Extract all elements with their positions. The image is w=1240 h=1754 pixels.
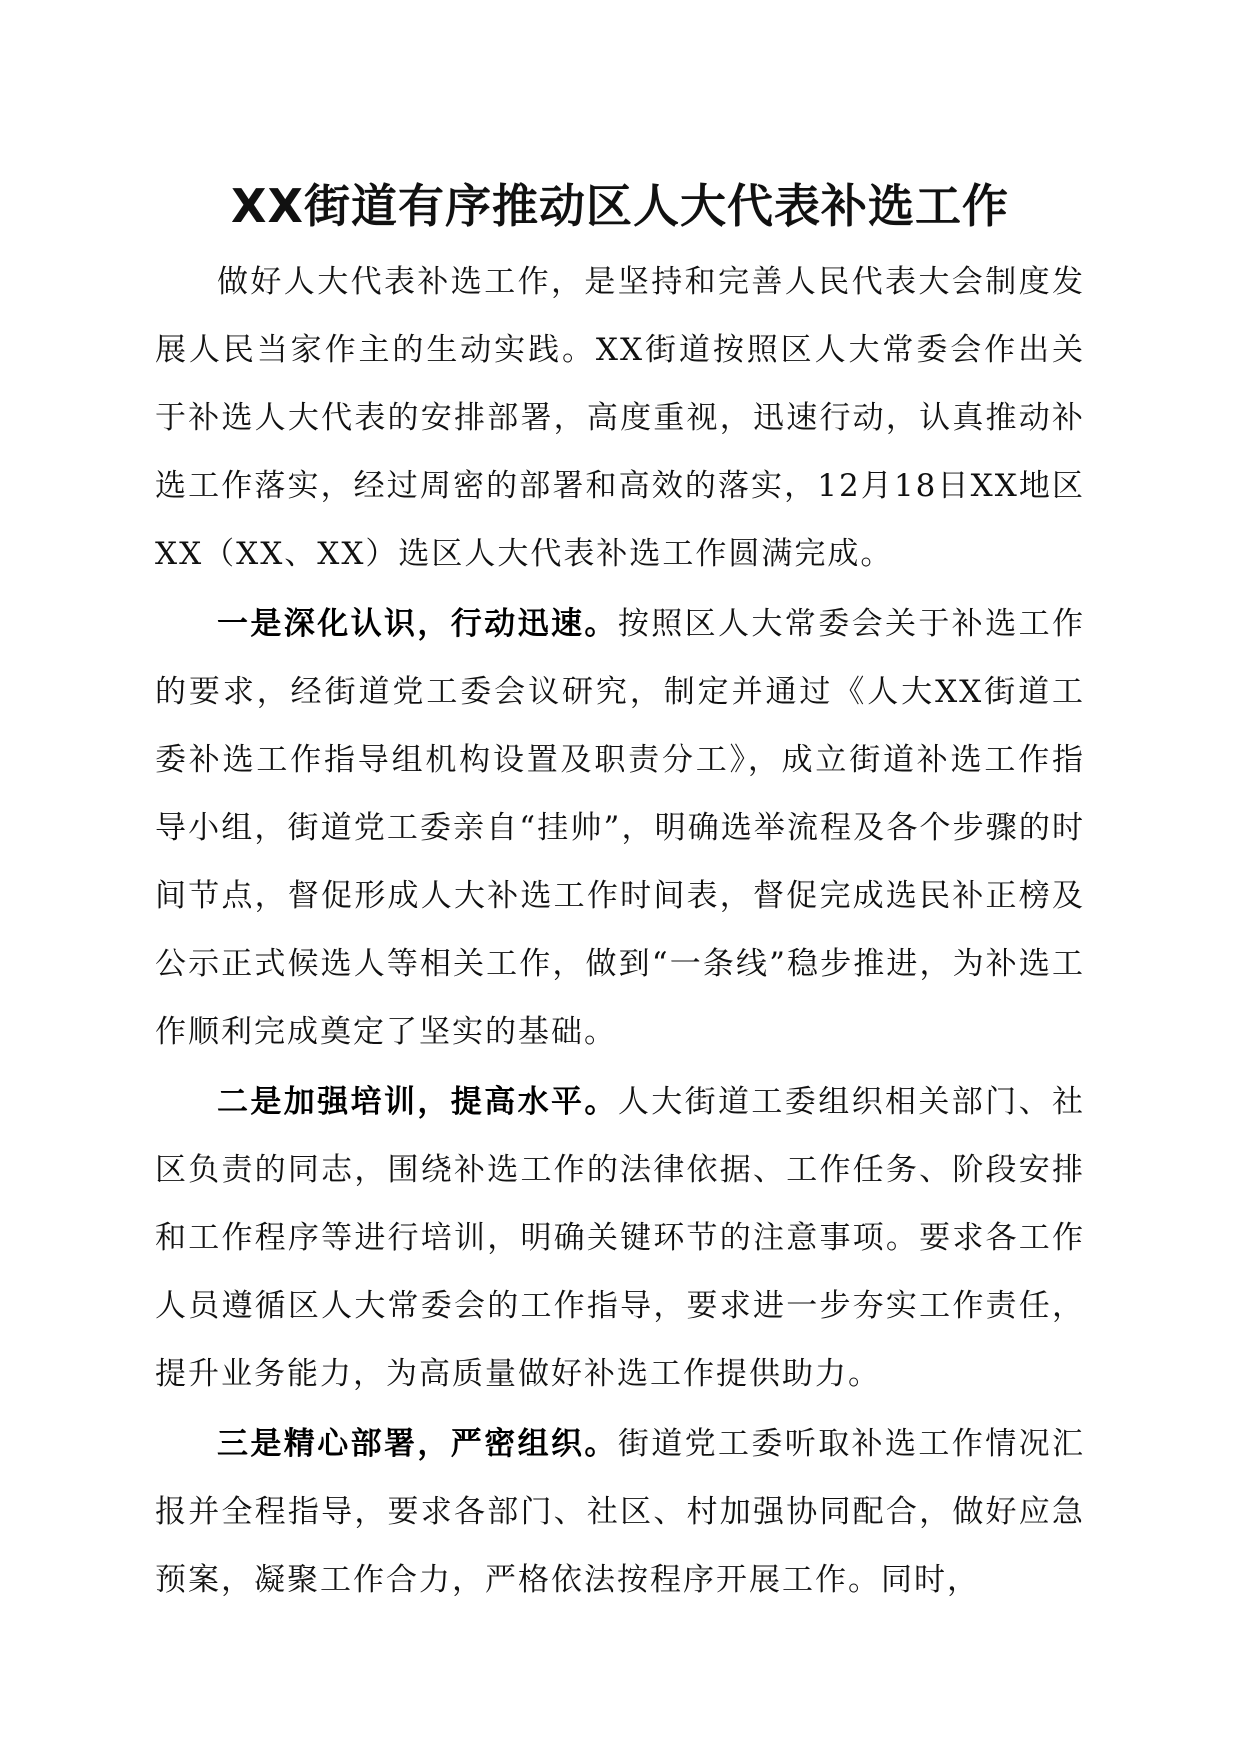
document-title: XX街道有序推动区人大代表补选工作	[231, 179, 1009, 233]
paragraph-point-3-heading: 三是精心部署，严密组织。	[217, 1426, 618, 1462]
paragraph-intro	[155, 248, 1085, 588]
paragraph-point-2	[155, 1068, 1085, 1408]
paragraph-point-1-heading: 一是深化认识，行动迅速。	[217, 606, 618, 642]
paragraph-point-1	[155, 590, 1085, 1066]
paragraph-intro-text: 做好人大代表补选工作，是坚持和完善人民代表大会制度发展人民当家作主的生动实践。XX街道按照区人大常委会作出关于补选人大代表的安排部署，高度重视，迅速行动，认真推动补选工作落实，经过周密的部署和高效的落实，12月18日XX地区XX（XX、XX）选区人大代表补选工作圆满完成。	[155, 264, 1085, 572]
paragraph-point-3	[155, 1410, 1085, 1614]
paragraph-point-2-text: 人大街道工委组织相关部门、社区负责的同志，围绕补选工作的法律依据、工作任务、阶段安排和工作程序等进行培训，明确关键环节的注意事项。要求各工作人员遵循区人大常委会的工作指导，要求进一步夯实工作责任，提升业务能力，为高质量做好补选工作提供助力。	[155, 1084, 1086, 1392]
paragraph-point-2-heading: 二是加强培训，提高水平。	[217, 1084, 618, 1120]
paragraph-point-3-text: 街道党工委听取补选工作情况汇报并全程指导，要求各部门、社区、村加强协同配合，做好应急预案，凝聚工作合力，严格依法按程序开展工作。同时，	[155, 1426, 1086, 1598]
paragraph-point-1-text: 按照区人大常委会关于补选工作的要求，经街道党工委会议研究，制定并通过《人大XX街道工委补选工作指导组机构设置及职责分工》，成立街道补选工作指导小组，街道党工委亲自“挂帅”，明确选举流程及各个步骤的时间节点，督促形成人大补选工作时间表，督促完成选民补正榜及公示正式候选人等相关工作，做到“一条线”稳步推进，为补选工作顺利完成奠定了坚实的基础。	[155, 606, 1086, 1050]
document-body	[155, 248, 1085, 1614]
